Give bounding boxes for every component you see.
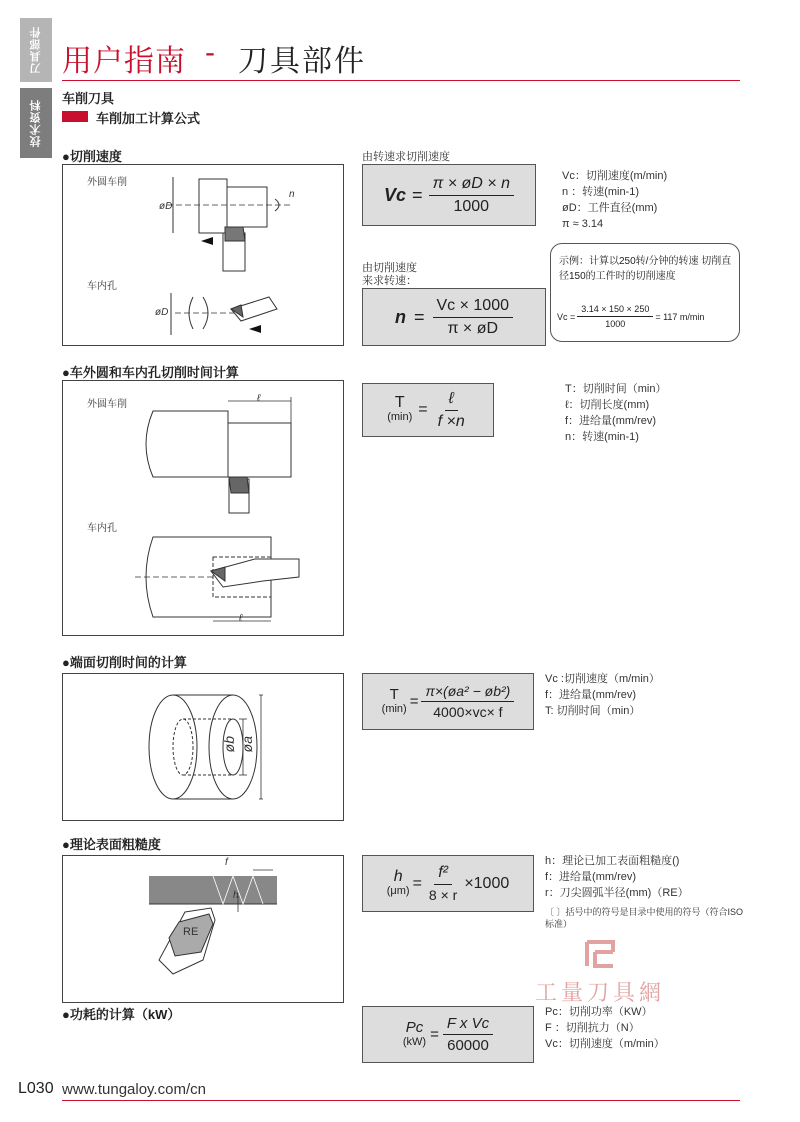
section-heading-power: ●功耗的计算（kW） — [62, 1007, 181, 1022]
formula5-multiplier: ×1000 — [464, 874, 510, 892]
formula2-caption — [362, 262, 417, 288]
formula6-denominator: 60000 — [447, 1037, 489, 1054]
formula4-unit: (min) — [381, 702, 407, 715]
formula1-numerator: π × øD × n — [429, 175, 514, 196]
formula5-lhs: h — [393, 867, 403, 885]
formula2-denominator: π × øD — [447, 319, 499, 337]
label-length-inner: ℓ — [239, 613, 243, 624]
formula5-numerator: f² — [434, 864, 452, 885]
example-text: 示例：计算以250转/分钟的转速 切削直径150的工件时的切削速度 — [559, 256, 732, 282]
formula3-numerator: ℓ — [445, 390, 458, 411]
section-heading-face-time: ●端面切削时间的计算 — [62, 655, 187, 670]
formula1-eq: = — [412, 184, 423, 205]
formula4-lhs-group — [381, 685, 407, 716]
legend-item: øD：工件直径(mm) — [562, 202, 658, 214]
page-subtitle: 刀具部件 — [238, 45, 366, 78]
example-fraction — [577, 304, 653, 329]
formula6-lhs: Pc — [405, 1018, 424, 1036]
formula5-lhs-group — [387, 869, 410, 899]
formula6-lhs-group — [402, 1018, 427, 1049]
label-outer-turning: 外圆车削 — [87, 399, 127, 410]
legend-item: n ：转速(min-1) — [562, 186, 640, 198]
legend-item: Vc :切削速度（m/min） — [545, 673, 660, 685]
formula2-lhs: n — [394, 306, 406, 327]
label-outer-turning: 外圆车削 — [87, 177, 127, 188]
section-heading-roughness: ●理论表面粗糙度 — [62, 837, 161, 852]
legend-item: f：进给量(mm/rev) — [545, 689, 637, 701]
section-heading-cutting-speed: ●切削速度 — [62, 149, 122, 164]
legend-item: ℓ：切削长度(mm) — [565, 399, 650, 411]
turning-illustration — [63, 165, 343, 345]
page-title: 用户指南 — [62, 45, 186, 78]
diagram-cutting-speed — [62, 164, 344, 346]
legend-item: T: 切削时间（min） — [545, 705, 641, 717]
label-diameter-a: øa — [239, 736, 255, 753]
formula4-fraction — [421, 683, 514, 720]
legend-cutting-time — [565, 381, 666, 445]
formula6-fraction — [443, 1015, 493, 1054]
formula3-eq: = — [418, 401, 428, 418]
watermark-text: 工量刀具網 — [535, 981, 666, 1006]
side-tab-technical[interactable] — [20, 88, 52, 158]
label-diameter-b: øb — [221, 736, 237, 753]
topic-heading: 车削加工计算公式 — [96, 111, 201, 126]
legend-item: r：刀尖圆弧半径(mm)（RE） — [545, 887, 689, 899]
face-illustration — [63, 674, 343, 820]
formula4-numerator: π×(øa² − øb²) — [421, 683, 514, 702]
formula3-lhs: T — [394, 394, 405, 411]
legend-item: π ≈ 3.14 — [562, 218, 604, 230]
formula1-denominator: 1000 — [453, 197, 490, 215]
footer-divider — [62, 1100, 740, 1101]
side-tab-tool-parts[interactable] — [20, 18, 52, 82]
example-numerator: 3.14 × 150 × 250 — [577, 304, 653, 317]
cutting-time-illustration — [63, 381, 343, 635]
example-box — [550, 243, 740, 342]
formula4-eq: = — [409, 693, 419, 710]
formula-power — [362, 1006, 534, 1063]
formula1-lhs: Vc — [384, 184, 407, 205]
formula5-unit: (μm) — [386, 884, 410, 897]
formula2-numerator: Vc × 1000 — [433, 297, 514, 318]
legend-roughness — [545, 853, 689, 901]
formula-face-time — [362, 673, 534, 730]
formula3-denominator: f ×n — [437, 412, 465, 430]
formula-cutting-time — [362, 383, 494, 437]
formula-cutting-speed — [362, 164, 536, 226]
formula4-lhs: T — [389, 685, 399, 703]
formula-rpm — [362, 288, 546, 346]
example-calc — [557, 304, 704, 329]
legend-face-time — [545, 671, 660, 719]
formula1-fraction — [429, 175, 514, 216]
side-tab-label: 刀具部件 — [30, 26, 42, 74]
legend-item: Vc：切削速度(m/min) — [562, 170, 668, 182]
formula2-fraction — [433, 297, 514, 338]
label-inner-turning: 车内孔 — [87, 523, 117, 534]
diagram-roughness — [62, 855, 344, 1003]
label-length-outer: ℓ — [257, 393, 261, 404]
caption-line: 由切削速度 — [362, 262, 417, 274]
label-diameter-D-inner: øD — [155, 307, 169, 318]
page-number: L030 — [18, 1080, 54, 1097]
formula3-fraction — [434, 390, 469, 431]
legend-item: f：进给量(mm/rev) — [565, 415, 657, 427]
formula3-lhs-group — [387, 396, 412, 424]
legend-power — [545, 1004, 665, 1052]
example-result: = 117 m/min — [655, 311, 705, 322]
label-rpm-n: n — [289, 189, 295, 200]
watermark-logo-icon — [573, 940, 633, 970]
title-dash: - — [205, 36, 215, 69]
label-nose-radius: RE — [183, 926, 199, 938]
formula4-denominator: 4000×vc× f — [433, 704, 503, 720]
legend-item: f：进给量(mm/rev) — [545, 871, 637, 883]
formula2-eq: = — [413, 306, 425, 327]
formula-roughness — [362, 855, 534, 912]
label-diameter-D: øD — [159, 201, 173, 212]
formula5-denominator: 8 × r — [428, 887, 458, 903]
diagram-cutting-time — [62, 380, 344, 636]
formula1-caption: 由转速求切削速度 — [362, 151, 450, 163]
legend-item: T：切削时间（min） — [565, 383, 667, 395]
side-tab-label: 技术资料 — [30, 99, 42, 147]
caption-line: 来求转速： — [362, 275, 417, 287]
formula5-eq: = — [412, 874, 422, 892]
category-heading: 车削刀具 — [62, 91, 115, 106]
label-feed-f: f — [225, 857, 228, 868]
legend-item: Pc：切削功率（KW） — [545, 1006, 653, 1018]
formula6-numerator: F x Vc — [443, 1015, 493, 1035]
roughness-illustration — [63, 856, 343, 1002]
header-divider — [62, 80, 740, 81]
legend-item: n：转速(min-1) — [565, 431, 639, 443]
example-lhs: Vc = — [557, 311, 576, 322]
footer-url[interactable]: www.tungaloy.com/cn — [62, 1081, 206, 1098]
label-inner-turning: 车内孔 — [87, 281, 117, 292]
formula6-unit: (kW) — [402, 1035, 427, 1048]
formula3-unit: (min) — [387, 411, 413, 423]
legend-note: 〔 〕括号中的符号是目录中使用的符号（符合ISO标准） — [545, 907, 744, 929]
section-heading-cutting-time: ●车外圆和车内孔切削时间计算 — [62, 365, 239, 380]
example-denominator: 1000 — [605, 319, 626, 329]
legend-cutting-speed — [562, 168, 667, 232]
formula5-fraction — [425, 864, 461, 903]
topic-marker — [62, 111, 88, 122]
diagram-face-time — [62, 673, 344, 821]
formula6-eq: = — [430, 1026, 439, 1043]
label-height-h: h — [233, 890, 239, 901]
legend-item: F ：切削抗力（N） — [545, 1022, 640, 1034]
legend-item: Vc：切削速度（m/min） — [545, 1038, 665, 1050]
legend-item: h：理论已加工表面粗糙度() — [545, 855, 680, 867]
